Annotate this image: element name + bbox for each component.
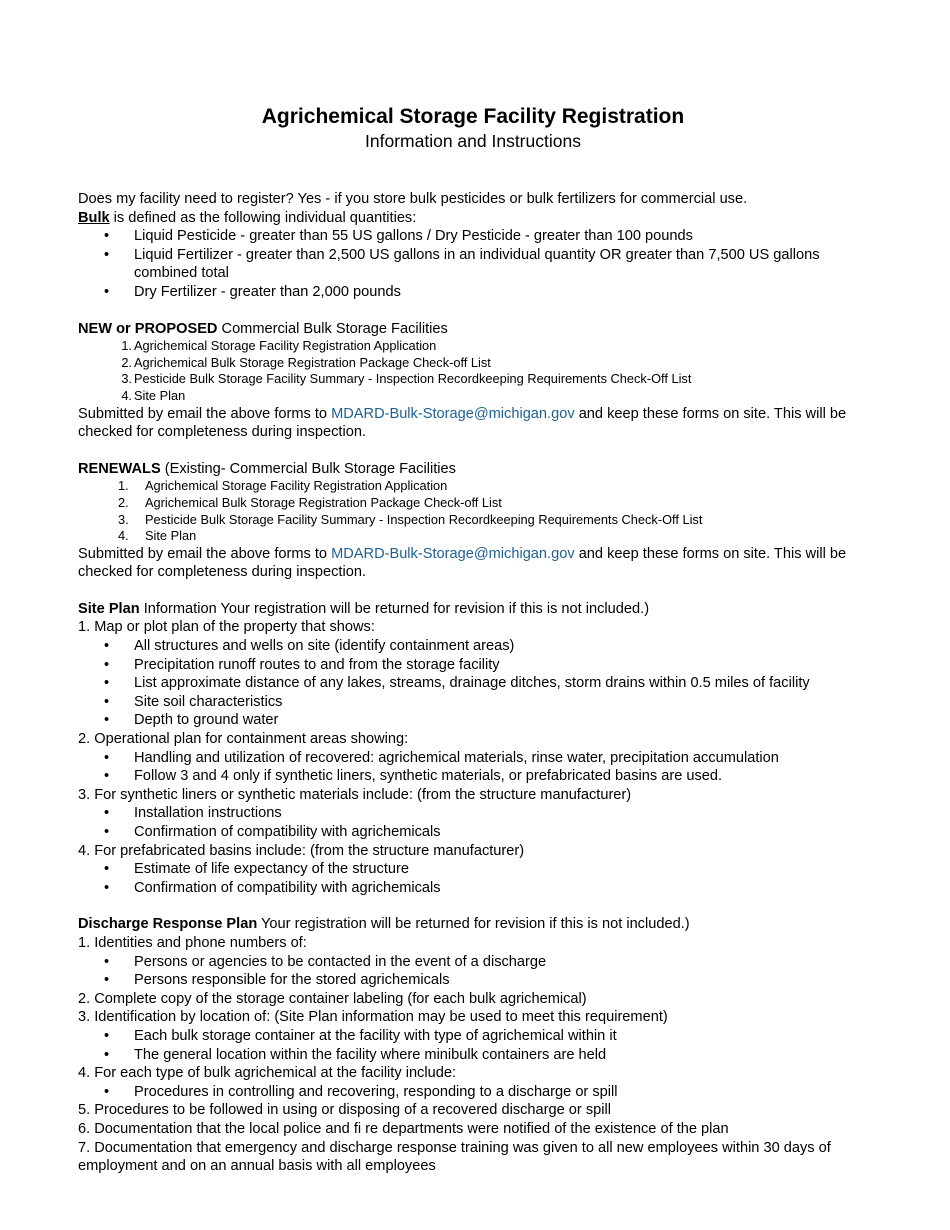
section-heading bbox=[78, 600, 868, 619]
list-item bbox=[78, 495, 868, 512]
list-item: • Persons responsible for the stored agrichemicals bbox=[78, 971, 868, 990]
item-number: 1. bbox=[118, 478, 129, 494]
item-text: Agrichemical Storage Facility Registration Application bbox=[134, 338, 437, 354]
numbered-item: 2. Operational plan for containment areas showing: bbox=[78, 731, 409, 748]
list-item: • The general location within the facility where minibulk containers are held bbox=[78, 1046, 868, 1065]
heading-rest: Commercial Bulk Storage Facilities bbox=[217, 320, 448, 337]
renewal-forms-list bbox=[78, 478, 868, 544]
submit-post: and keep these forms on site. This will be checked for completeness during inspection. bbox=[78, 405, 847, 441]
intro-question: Does my facility need to register? Yes - if you store bulk pesticides or bulk fertilizers for commercial use. bbox=[78, 191, 748, 207]
bullet-list bbox=[78, 1083, 868, 1102]
list-item: • Follow 3 and 4 only if synthetic liners, synthetic materials, or prefabricated basins are used. bbox=[78, 767, 868, 786]
heading-bold: Discharge Response Plan bbox=[78, 916, 258, 933]
list-item bbox=[78, 512, 868, 529]
section-heading bbox=[78, 915, 868, 934]
item-text: Site Plan bbox=[145, 528, 197, 544]
document-subtitle: Information and Instructions bbox=[365, 131, 581, 151]
bulk-def-text: is defined as the following individual quantities: bbox=[109, 209, 417, 226]
submit-pre: Submitted by email the above forms to bbox=[78, 545, 332, 562]
list-item: • Depth to ground water bbox=[78, 711, 868, 730]
list-item: • Liquid Pesticide - greater than 55 US gallons / Dry Pesticide - greater than 100 pounds bbox=[78, 227, 868, 246]
item-text: Pesticide Bulk Storage Facility Summary - Inspection Recordkeeping Requirements Check-Off List bbox=[134, 371, 692, 387]
submit-instructions bbox=[78, 545, 868, 582]
list-item: • Dry Fertilizer - greater than 2,000 pounds bbox=[78, 283, 868, 302]
site-plan-section bbox=[78, 600, 868, 898]
list-item bbox=[78, 528, 868, 545]
section-heading bbox=[78, 460, 868, 479]
list-item: • Estimate of life expectancy of the structure bbox=[78, 860, 868, 879]
list-item: • List approximate distance of any lakes, streams, drainage ditches, storm drains within 0.5 miles of facility bbox=[78, 674, 868, 693]
numbered-item: 1. Map or plot plan of the property that shows: bbox=[78, 619, 375, 636]
heading-bold: NEW or PROPOSED bbox=[78, 320, 218, 337]
new-forms-list bbox=[78, 338, 868, 404]
item-number: 2. bbox=[121, 354, 132, 370]
list-item: • Site soil characteristics bbox=[78, 693, 868, 712]
item-number: 2. bbox=[118, 494, 129, 510]
document-title: Agrichemical Storage Facility Registration bbox=[261, 105, 685, 128]
list-item: • Handling and utilization of recovered: agrichemical materials, rinse water, precipitation accumulation bbox=[78, 749, 868, 768]
email-link[interactable]: MDARD-Bulk-Storage@michigan.gov bbox=[331, 545, 575, 562]
numbered-item: 7. Documentation that emergency and discharge response training was given to all new employees within 30 days of employment and on an annual basis with all employees bbox=[78, 1139, 831, 1175]
list-item bbox=[78, 388, 868, 405]
heading-bold: Site Plan bbox=[78, 600, 140, 617]
bulk-term: Bulk bbox=[78, 209, 110, 226]
list-item: • Liquid Fertilizer - greater than 2,500 US gallons in an individual quantity OR greater than 7,500 US gallons combined total bbox=[78, 246, 868, 283]
item-text: Agrichemical Storage Facility Registration Application bbox=[145, 478, 448, 494]
bullet-list bbox=[78, 804, 868, 841]
list-item bbox=[78, 338, 868, 355]
heading-bold: RENEWALS bbox=[78, 460, 161, 477]
heading-rest: Your registration will be returned for revision if this is not included.) bbox=[257, 916, 690, 933]
list-item: • Confirmation of compatibility with agrichemicals bbox=[78, 823, 868, 842]
submit-pre: Submitted by email the above forms to bbox=[78, 405, 332, 422]
item-number: 4. bbox=[121, 387, 132, 403]
numbered-item: 4. For prefabricated basins include: (from the structure manufacturer) bbox=[78, 842, 525, 859]
item-text: Pesticide Bulk Storage Facility Summary - Inspection Recordkeeping Requirements Check-Off List bbox=[145, 511, 703, 527]
document-page bbox=[78, 104, 868, 1176]
new-proposed-section bbox=[78, 320, 868, 442]
email-link[interactable]: MDARD-Bulk-Storage@michigan.gov bbox=[331, 405, 575, 422]
numbered-item: 2. Complete copy of the storage container labeling (for each bulk agrichemical) bbox=[78, 990, 587, 1007]
bullet-list bbox=[78, 860, 868, 897]
list-item: • Each bulk storage container at the facility with type of agrichemical within it bbox=[78, 1027, 868, 1046]
bullet-list bbox=[78, 953, 868, 990]
list-item: • Procedures in controlling and recovering, responding to a discharge or spill bbox=[78, 1083, 868, 1102]
bulk-definition bbox=[78, 209, 868, 228]
list-item bbox=[78, 371, 868, 388]
numbered-item: 4. For each type of bulk agrichemical at the facility include: bbox=[78, 1065, 457, 1082]
bulk-quantities-list bbox=[78, 227, 868, 301]
submit-post: and keep these forms on site. This will be checked for completeness during inspection. bbox=[78, 545, 847, 581]
heading-rest: (Existing- Commercial Bulk Storage Facilities bbox=[160, 460, 456, 477]
numbered-item: 3. For synthetic liners or synthetic materials include: (from the structure manufacturer) bbox=[78, 786, 632, 803]
list-item: • All structures and wells on site (identify containment areas) bbox=[78, 637, 868, 656]
discharge-response-section bbox=[78, 915, 868, 1175]
item-number: 4. bbox=[118, 528, 129, 544]
list-item bbox=[78, 478, 868, 495]
list-item: • Precipitation runoff routes to and from the storage facility bbox=[78, 656, 868, 675]
numbered-item: 1. Identities and phone numbers of: bbox=[78, 934, 307, 951]
bullet-list bbox=[78, 749, 868, 786]
intro-section bbox=[78, 190, 868, 302]
item-number: 3. bbox=[118, 511, 129, 527]
item-text: Agrichemical Bulk Storage Registration Package Check-off List bbox=[134, 354, 491, 370]
list-item: • Confirmation of compatibility with agrichemicals bbox=[78, 879, 868, 898]
list-item: • Installation instructions bbox=[78, 804, 868, 823]
bullet-list bbox=[78, 1027, 868, 1064]
list-item bbox=[78, 355, 868, 372]
list-item: • Persons or agencies to be contacted in the event of a discharge bbox=[78, 953, 868, 972]
item-text: Site Plan bbox=[134, 387, 186, 403]
numbered-item: 3. Identification by location of: (Site Plan information may be used to meet this requirement) bbox=[78, 1009, 668, 1026]
item-number: 1. bbox=[121, 338, 132, 354]
heading-rest: Information Your registration will be returned for revision if this is not included.) bbox=[139, 600, 650, 617]
numbered-item: 6. Documentation that the local police and fi re departments were notified of the existence of the plan bbox=[78, 1120, 729, 1137]
item-text: Agrichemical Bulk Storage Registration Package Check-off List bbox=[145, 494, 502, 510]
submit-instructions bbox=[78, 405, 868, 442]
bullet-list bbox=[78, 637, 868, 730]
numbered-item: 5. Procedures to be followed in using or disposing of a recovered discharge or spill bbox=[78, 1102, 611, 1119]
item-number: 3. bbox=[121, 371, 132, 387]
section-heading bbox=[78, 320, 868, 339]
renewals-section bbox=[78, 460, 868, 582]
